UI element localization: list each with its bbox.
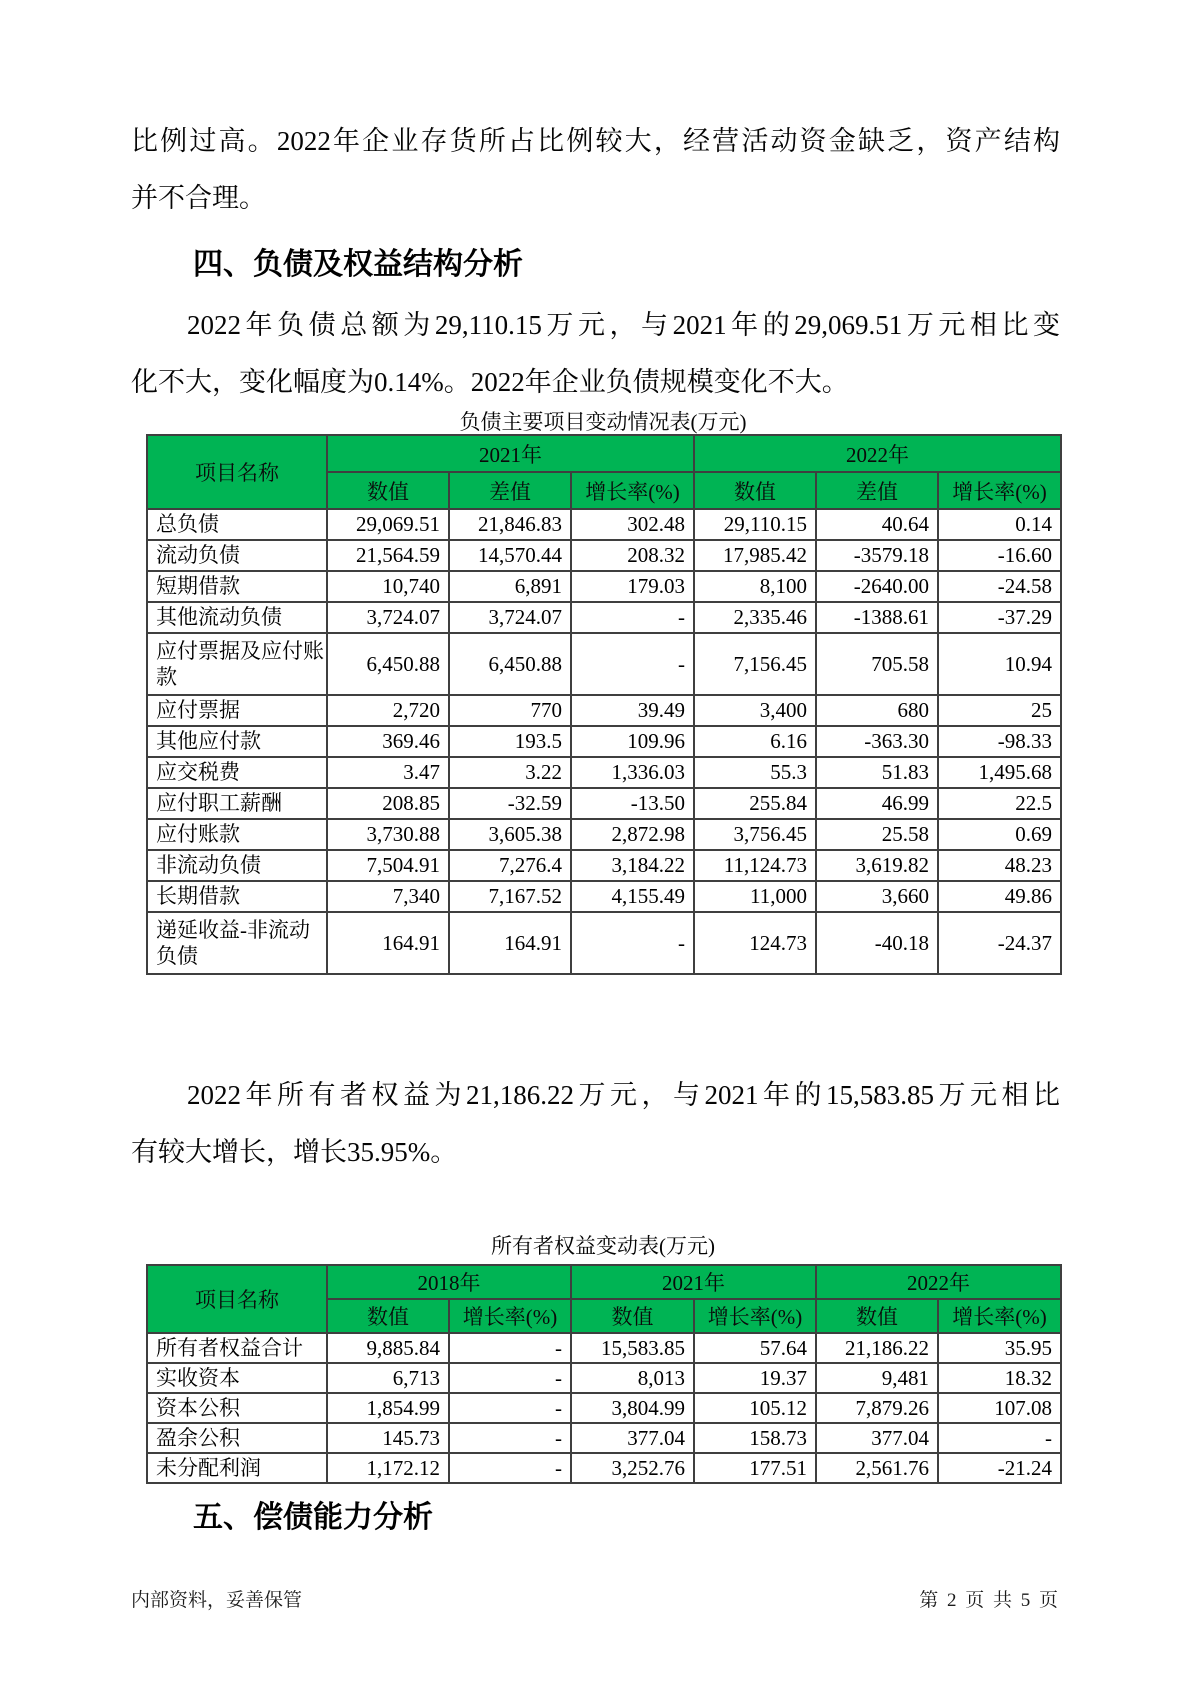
col-header-year-2018: 2018年 [327,1265,571,1299]
equity-table [146,1264,1062,1484]
table-row [147,540,1061,571]
cell-value: 40.64 [816,509,938,540]
table-row [147,1423,1061,1453]
cell-value: 2,335.46 [694,602,816,633]
cell-value: 10,740 [327,571,449,602]
cell-value: 3,605.38 [449,819,571,850]
table-row [147,726,1061,757]
liabilities-table [146,434,1062,975]
row-label: 实收资本 [147,1363,327,1393]
cell-value: 19.37 [694,1363,816,1393]
cell-value: 7,167.52 [449,881,571,912]
cell-value: -32.59 [449,788,571,819]
liabilities-line-2: 化不大，变化幅度为0.14%。2022年企业负债规模变化不大。 [131,367,849,397]
row-label: 递延收益-非流动负债 [147,912,327,974]
cell-value: -98.33 [938,726,1061,757]
row-label: 应付账款 [147,819,327,850]
cell-value: 6,450.88 [327,633,449,695]
cell-value: -37.29 [938,602,1061,633]
liabilities-line-1: 2022年负债总额为29,110.15万元，与2021年的29,069.51万元相比变 [187,310,1060,340]
page-footer [131,1585,1060,1612]
cell-value: 109.96 [571,726,694,757]
cell-value: 7,504.91 [327,850,449,881]
col-header-item-name: 项目名称 [147,1265,327,1333]
col-header-value-2021: 数值 [327,472,449,509]
cell-value: 8,013 [571,1363,694,1393]
cell-value: 7,340 [327,881,449,912]
table-row [147,571,1061,602]
cell-value: 18.32 [938,1363,1061,1393]
cell-value: 29,069.51 [327,509,449,540]
cell-value: 3,804.99 [571,1393,694,1423]
cell-value: 164.91 [449,912,571,974]
cell-value: 51.83 [816,757,938,788]
col-header-year-2021: 2021年 [571,1265,816,1299]
cell-value: 35.95 [938,1333,1061,1363]
cell-value: 9,885.84 [327,1333,449,1363]
equity-paragraph [131,1067,1060,1181]
cell-value: 1,495.68 [938,757,1061,788]
cell-value: 208.32 [571,540,694,571]
table-row [147,757,1061,788]
cell-value: 3,400 [694,695,816,726]
cell-value: 55.3 [694,757,816,788]
cell-value: 2,872.98 [571,819,694,850]
row-label: 非流动负债 [147,850,327,881]
cell-value: 302.48 [571,509,694,540]
footer-page-number: 第 2 页 共 5 页 [919,1590,1060,1611]
cell-value: 255.84 [694,788,816,819]
col-header-growth-2018: 增长率(%) [449,1299,571,1333]
cell-value: 680 [816,695,938,726]
cell-value: 3,730.88 [327,819,449,850]
row-label: 总负债 [147,509,327,540]
cell-value: 145.73 [327,1423,449,1453]
cell-value: -24.58 [938,571,1061,602]
section-heading-liabilities-equity: 四、负债及权益结构分析 [193,248,523,281]
cell-value: 7,276.4 [449,850,571,881]
cell-value: 7,879.26 [816,1393,938,1423]
liabilities-table-title: 负债主要项目变动情况表(万元) [459,410,747,434]
row-label: 盈余公积 [147,1423,327,1453]
cell-value: 6,713 [327,1363,449,1393]
cell-value: 208.85 [327,788,449,819]
cell-value: 3,619.82 [816,850,938,881]
cell-value: -21.24 [938,1453,1061,1483]
cell-value: -1388.61 [816,602,938,633]
cell-value: -3579.18 [816,540,938,571]
cell-value: - [449,1393,571,1423]
cell-value: 377.04 [816,1423,938,1453]
cell-value: - [449,1363,571,1393]
cell-value: 3,660 [816,881,938,912]
intro-paragraph [131,113,1060,227]
cell-value: 22.5 [938,788,1061,819]
table-row [147,1333,1061,1363]
intro-line-2: 并不合理。 [131,183,266,213]
cell-value: -363.30 [816,726,938,757]
table-row [147,602,1061,633]
row-label: 长期借款 [147,881,327,912]
footer-confidential-note: 内部资料，妥善保管 [131,1590,303,1611]
row-label: 流动负债 [147,540,327,571]
equity-table-body [147,1333,1061,1483]
cell-value: 10.94 [938,633,1061,695]
table-row [147,912,1061,974]
cell-value: 2,720 [327,695,449,726]
cell-value: - [938,1423,1061,1453]
col-header-year-2022: 2022年 [694,435,1061,472]
row-label: 其他应付款 [147,726,327,757]
cell-value: 4,155.49 [571,881,694,912]
equity-line-1: 2022年所有者权益为21,186.22万元，与2021年的15,583.85万元相比 [187,1080,1060,1110]
cell-value: 21,564.59 [327,540,449,571]
cell-value: 1,336.03 [571,757,694,788]
cell-value: 177.51 [694,1453,816,1483]
intro-line-1: 比例过高。2022年企业存货所占比例较大，经营活动资金缺乏，资产结构 [131,126,1060,156]
cell-value: - [571,912,694,974]
cell-value: 179.03 [571,571,694,602]
cell-value: 105.12 [694,1393,816,1423]
cell-value: 9,481 [816,1363,938,1393]
cell-value: 29,110.15 [694,509,816,540]
table-row [147,1363,1061,1393]
table-row [147,788,1061,819]
section-heading-solvency: 五、偿债能力分析 [193,1501,433,1534]
cell-value: 3,724.07 [327,602,449,633]
row-label: 应付职工薪酬 [147,788,327,819]
cell-value: 14,570.44 [449,540,571,571]
cell-value: -40.18 [816,912,938,974]
cell-value: 705.58 [816,633,938,695]
cell-value: 49.86 [938,881,1061,912]
equity-table-header [147,1265,1061,1333]
cell-value: 7,156.45 [694,633,816,695]
col-header-item-name: 项目名称 [147,435,327,509]
cell-value: 46.99 [816,788,938,819]
cell-value: 8,100 [694,571,816,602]
cell-value: 21,846.83 [449,509,571,540]
cell-value: 3,756.45 [694,819,816,850]
row-label: 短期借款 [147,571,327,602]
row-label: 应付票据 [147,695,327,726]
cell-value: 6.16 [694,726,816,757]
table-row [147,881,1061,912]
col-header-growth-2022: 增长率(%) [938,472,1061,509]
table-row [147,850,1061,881]
cell-value: 124.73 [694,912,816,974]
row-label: 其他流动负债 [147,602,327,633]
cell-value: 3,252.76 [571,1453,694,1483]
cell-value: 158.73 [694,1423,816,1453]
row-label: 应交税费 [147,757,327,788]
col-header-year-2021: 2021年 [327,435,694,472]
row-label: 资本公积 [147,1393,327,1423]
table-row [147,819,1061,850]
equity-table-title: 所有者权益变动表(万元) [491,1234,715,1258]
cell-value: -2640.00 [816,571,938,602]
col-header-value-2022: 数值 [816,1299,938,1333]
cell-value: 17,985.42 [694,540,816,571]
cell-value: 39.49 [571,695,694,726]
cell-value: - [571,633,694,695]
cell-value: 3,184.22 [571,850,694,881]
col-header-growth-2021: 增长率(%) [694,1299,816,1333]
cell-value: - [571,602,694,633]
cell-value: 107.08 [938,1393,1061,1423]
cell-value: 21,186.22 [816,1333,938,1363]
col-header-year-2022: 2022年 [816,1265,1061,1299]
table-row [147,1453,1061,1483]
row-label: 应付票据及应付账款 [147,633,327,695]
cell-value: 2,561.76 [816,1453,938,1483]
cell-value: 770 [449,695,571,726]
cell-value: 0.14 [938,509,1061,540]
equity-line-2: 有较大增长，增长35.95%。 [131,1137,458,1167]
table-row [147,633,1061,695]
cell-value: 3.47 [327,757,449,788]
row-label: 所有者权益合计 [147,1333,327,1363]
liabilities-table-body [147,509,1061,974]
col-header-diff-2022: 差值 [816,472,938,509]
cell-value: - [449,1333,571,1363]
cell-value: 377.04 [571,1423,694,1453]
cell-value: -16.60 [938,540,1061,571]
row-label: 未分配利润 [147,1453,327,1483]
cell-value: 1,172.12 [327,1453,449,1483]
cell-value: - [449,1453,571,1483]
col-header-value-2022: 数值 [694,472,816,509]
table-row [147,509,1061,540]
cell-value: 6,450.88 [449,633,571,695]
col-header-value-2018: 数值 [327,1299,449,1333]
cell-value: 11,124.73 [694,850,816,881]
cell-value: 369.46 [327,726,449,757]
cell-value: 0.69 [938,819,1061,850]
cell-value: 3.22 [449,757,571,788]
cell-value: 1,854.99 [327,1393,449,1423]
cell-value: 164.91 [327,912,449,974]
liabilities-table-header [147,435,1061,509]
col-header-growth-2021: 增长率(%) [571,472,694,509]
col-header-value-2021: 数值 [571,1299,694,1333]
cell-value: 48.23 [938,850,1061,881]
cell-value: 11,000 [694,881,816,912]
col-header-diff-2021: 差值 [449,472,571,509]
table-row [147,695,1061,726]
cell-value: 3,724.07 [449,602,571,633]
col-header-growth-2022: 增长率(%) [938,1299,1061,1333]
cell-value: 25.58 [816,819,938,850]
cell-value: - [449,1423,571,1453]
cell-value: 15,583.85 [571,1333,694,1363]
liabilities-paragraph [131,297,1060,411]
cell-value: 6,891 [449,571,571,602]
table-row [147,1393,1061,1423]
cell-value: -13.50 [571,788,694,819]
cell-value: -24.37 [938,912,1061,974]
cell-value: 57.64 [694,1333,816,1363]
cell-value: 25 [938,695,1061,726]
cell-value: 193.5 [449,726,571,757]
